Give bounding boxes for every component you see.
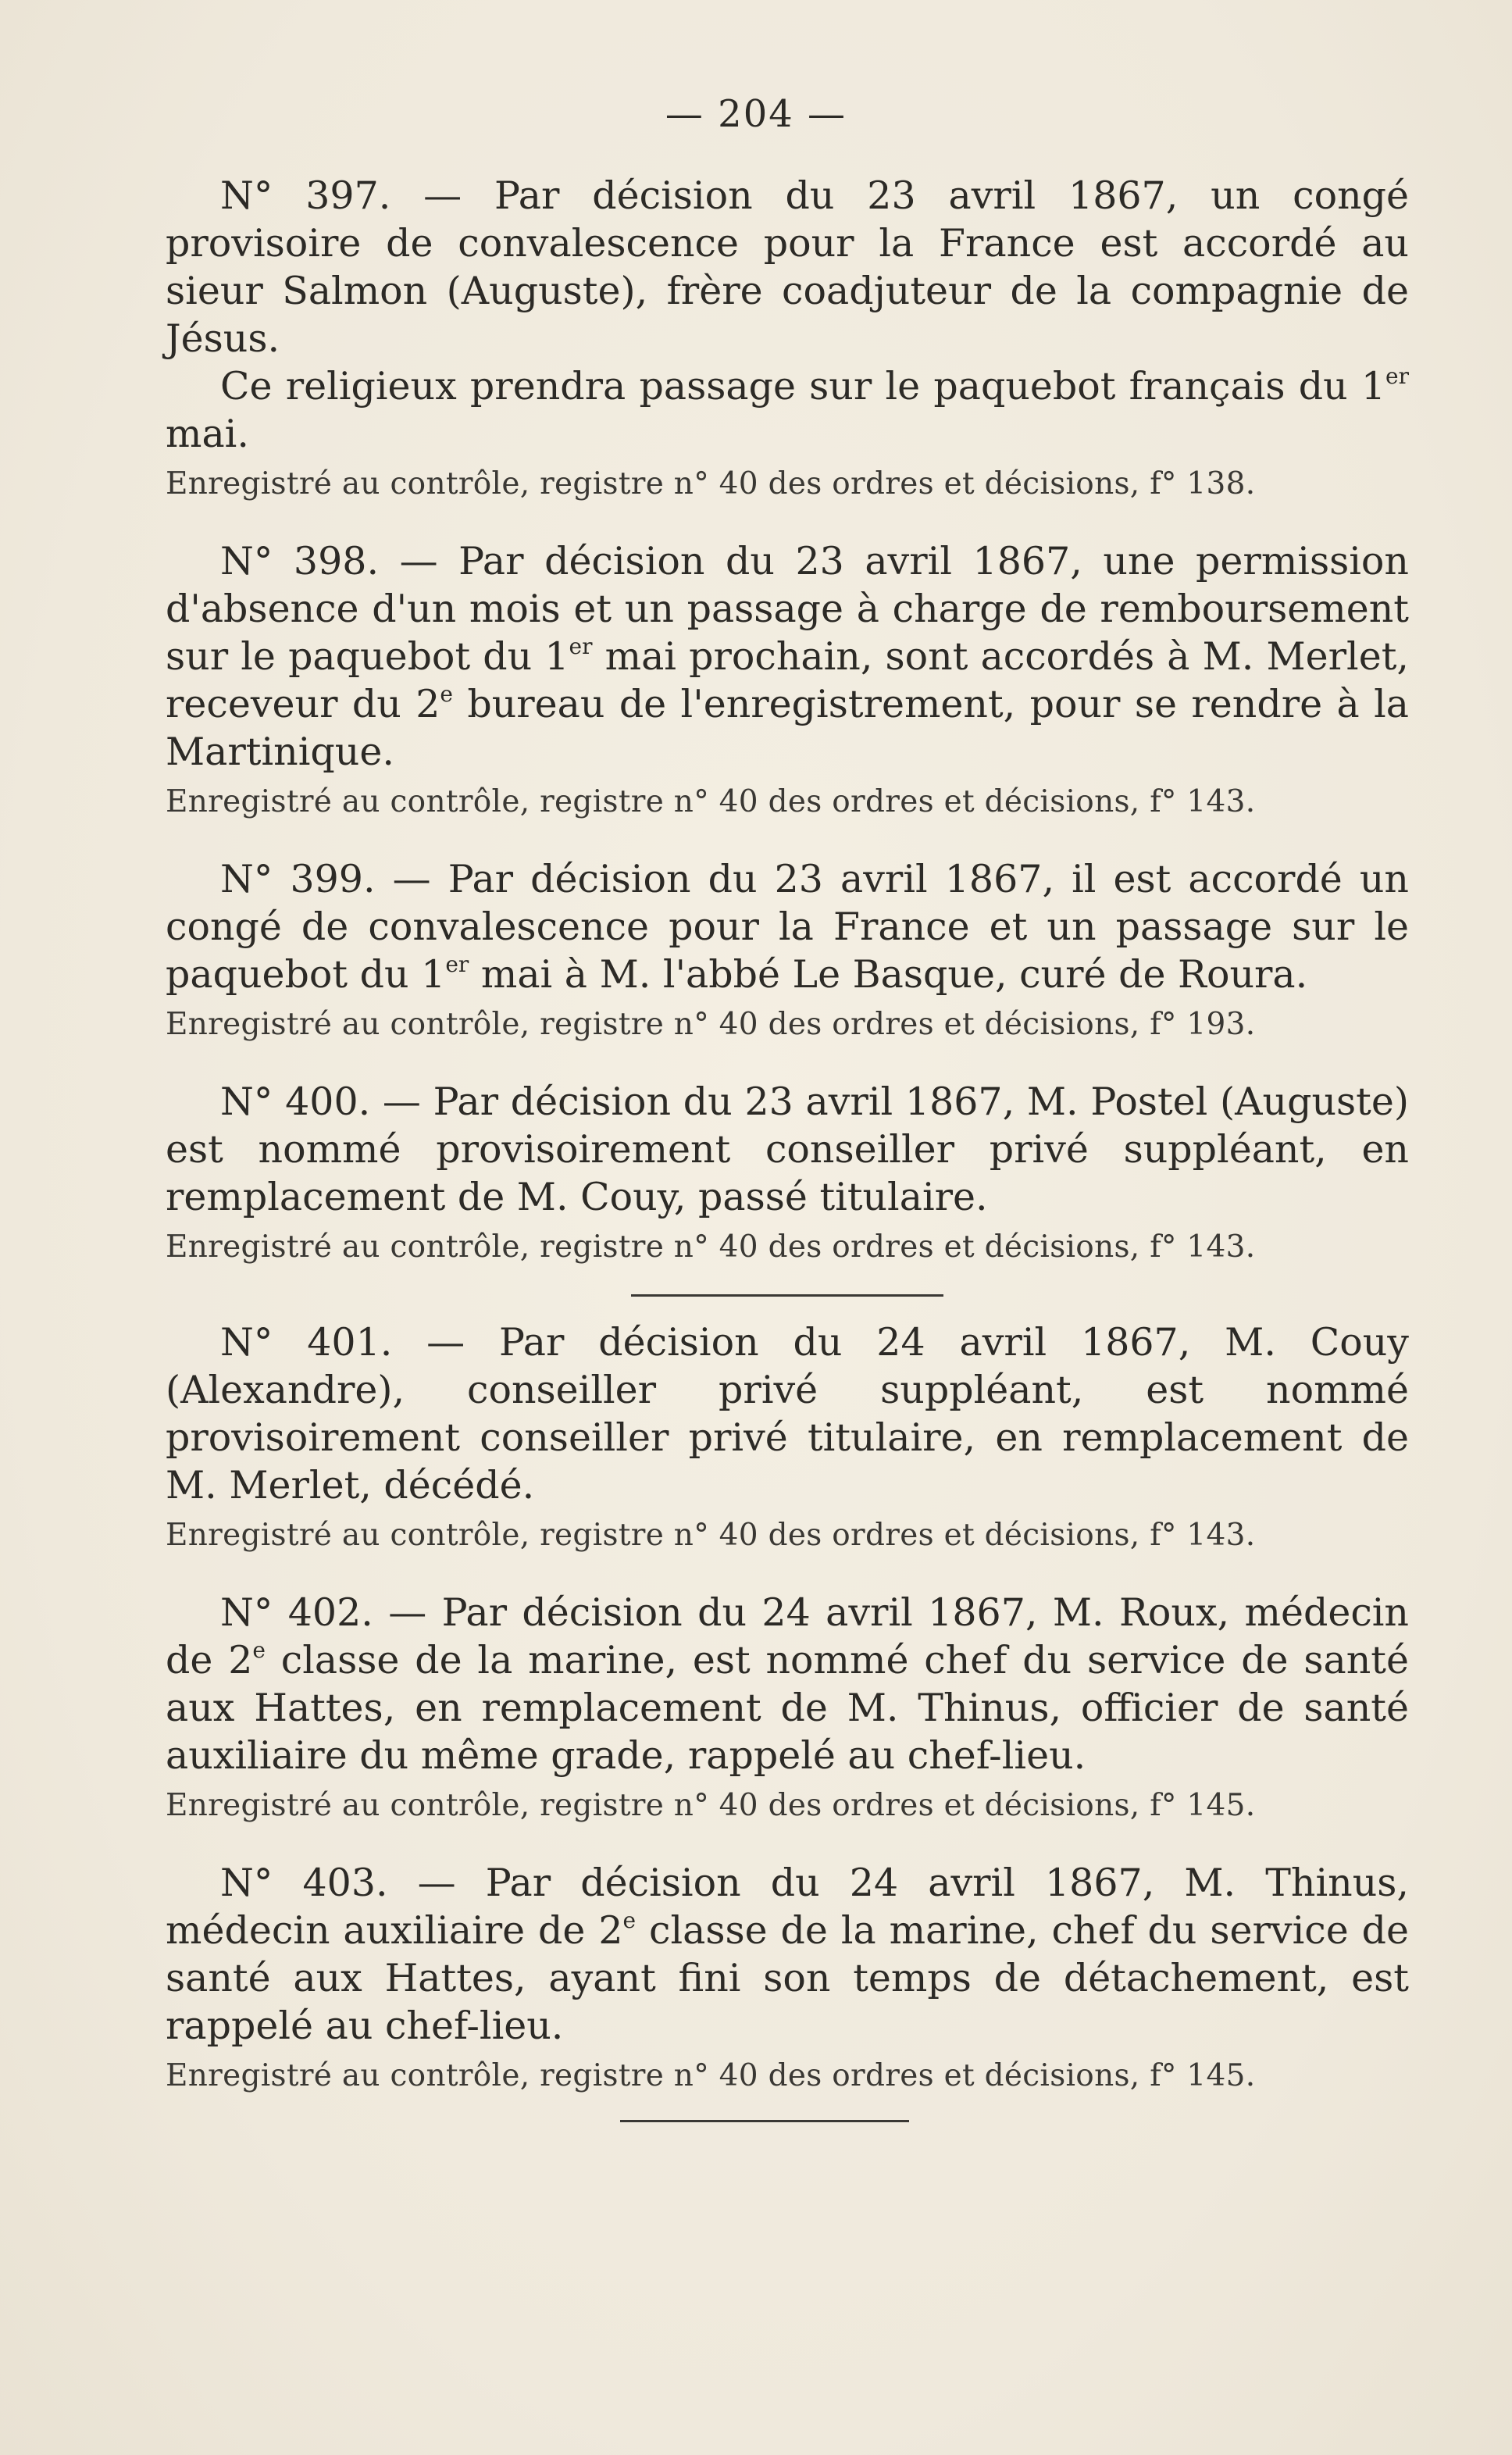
registration-note: Enregistré au contrôle, registre n° 40 des ordres et décisions, f° 193. — [166, 1007, 1256, 1042]
entry-397 — [166, 172, 1409, 505]
entry-text — [166, 855, 1409, 998]
entry-text: N° 401. — Par décision du 24 avril 1867, M. Couy (Alexandre), conseiller privé suppléant, est nommé provisoirement conseiller privé titulaire, en remplacement de M. Merlet, décédé. — [166, 1320, 1409, 1508]
page-number: — 204 — — [665, 92, 847, 136]
page-content — [166, 172, 1409, 2122]
entry-text — [166, 537, 1409, 776]
entry-text-part: bureau de l'enregistrement, pour se rendre à la Martinique. — [166, 682, 1409, 774]
entry-text-part: N° 398. — Par décision du 23 avril 1867, une permission d'absence d'un mois et un passage à charge de remboursement sur le paquebot du 1 — [166, 539, 1409, 679]
entry-text: N° 400. — Par décision du 23 avril 1867, M. Postel (Auguste) est nommé provisoirement conseiller privé suppléant, en remplacement de M. Couy, passé titulaire. — [166, 1079, 1409, 1219]
superscript: e — [440, 681, 453, 707]
entry-text-part: N° 402. — Par décision du 24 avril 1867, M. Roux, médecin de 2 — [166, 1590, 1409, 1682]
entry-text-part: mai à M. l'abbé Le Basque, curé de Roura. — [469, 952, 1308, 997]
entry-text-part: classe de la marine, chef du service de santé aux Hattes, ayant fini son temps de détachement, est rappelé au chef-lieu. — [166, 1908, 1409, 2048]
registration-note: Enregistré au contrôle, registre n° 40 des ordres et décisions, f° 143. — [166, 784, 1256, 819]
entry-403 — [166, 1859, 1409, 2096]
entry-402 — [166, 1589, 1409, 1826]
registration-note: Enregistré au contrôle, registre n° 40 des ordres et décisions, f° 138. — [166, 466, 1256, 501]
registration-note: Enregistré au contrôle, registre n° 40 des ordres et décisions, f° 145. — [166, 1788, 1256, 1823]
entry-text-part: classe de la marine, est nommé chef du service de santé aux Hattes, en remplacement de M. Thinus, officier de santé auxiliaire du même grade, rappelé au chef-lieu. — [166, 1638, 1409, 1778]
superscript: e — [252, 1637, 266, 1663]
entry-text: N° 397. — Par décision du 23 avril 1867, un congé provisoire de convalescence pour la France est accordé au sieur Salmon (Auguste), frère coadjuteur de la compagnie de Jésus. — [166, 173, 1409, 361]
entry-text-continued — [166, 362, 1409, 458]
superscript: er — [1385, 363, 1409, 389]
superscript: er — [445, 951, 469, 977]
entry-text — [166, 1589, 1409, 1779]
section-divider — [631, 1294, 943, 1297]
superscript: er — [569, 633, 593, 659]
superscript: e — [622, 1907, 637, 1933]
entry-text-part: N° 399. — Par décision du 23 avril 1867, il est accordé un congé de convalescence pour la France et un passage sur le paquebot du 1 — [166, 857, 1409, 997]
entry-401 — [166, 1318, 1409, 1556]
entry-400 — [166, 1078, 1409, 1268]
registration-note: Enregistré au contrôle, registre n° 40 des ordres et décisions, f° 143. — [166, 1518, 1256, 1553]
entry-399 — [166, 855, 1409, 1045]
end-divider — [620, 2120, 909, 2122]
entry-text-part: N° 403. — Par décision du 24 avril 1867, M. Thinus, médecin auxiliaire de 2 — [166, 1861, 1409, 1953]
entry-text-part: Ce religieux prendra passage sur le paquebot français du 1 — [220, 364, 1386, 409]
registration-note: Enregistré au contrôle, registre n° 40 des ordres et décisions, f° 145. — [166, 2058, 1256, 2093]
entry-text-part: mai prochain, sont accordés à M. Merlet, receveur du 2 — [166, 634, 1409, 726]
entry-text — [166, 1859, 1409, 2050]
entry-398 — [166, 537, 1409, 822]
registration-note: Enregistré au contrôle, registre n° 40 des ordres et décisions, f° 143. — [166, 1229, 1256, 1265]
entry-text-part: mai. — [166, 412, 249, 456]
